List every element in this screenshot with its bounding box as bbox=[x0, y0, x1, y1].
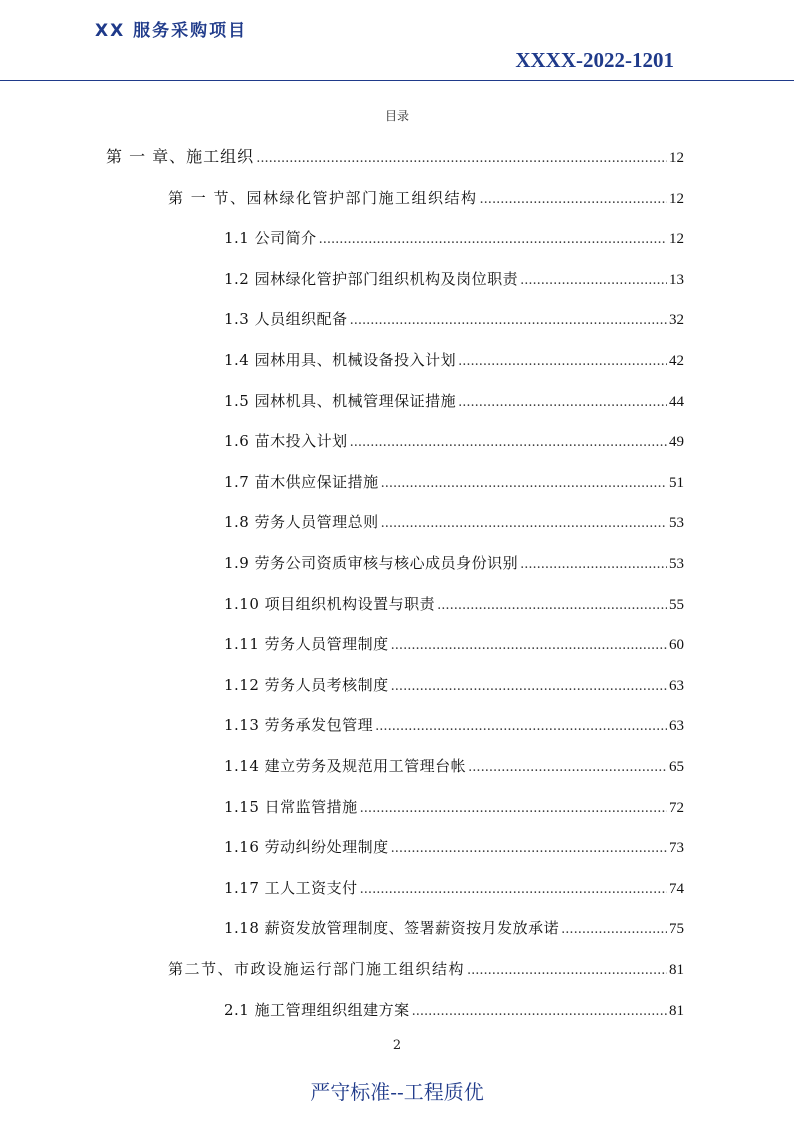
toc-dot-leader bbox=[391, 837, 667, 861]
toc-dot-leader bbox=[256, 147, 667, 171]
toc-entry-label: 第二节、市政设施运行部门施工组织结构 bbox=[168, 960, 466, 978]
toc-entry-page: 12 bbox=[669, 231, 684, 248]
toc-entry-page: 63 bbox=[669, 677, 684, 694]
toc-entry-page: 55 bbox=[669, 596, 684, 613]
toc-entry-label: 1.14 建立劳务及规范用工管理台帐 bbox=[224, 757, 467, 775]
toc-entry[interactable] bbox=[224, 510, 684, 534]
toc-dot-leader bbox=[319, 228, 667, 252]
toc-entry-page: 81 bbox=[669, 962, 684, 978]
toc-dot-leader bbox=[520, 553, 667, 577]
toc-entry-label: 第 一 章、施工组织 bbox=[106, 147, 255, 166]
toc-entry-page: 74 bbox=[669, 880, 684, 897]
toc-dot-leader bbox=[480, 188, 667, 212]
footer-slogan: 严守标准--工程质优 bbox=[310, 1080, 484, 1104]
toc-entry-label: 1.17 工人工资支付 bbox=[224, 878, 358, 897]
toc-entry-label: 1.18 薪资发放管理制度、签署薪资按月发放承诺 bbox=[224, 919, 560, 938]
toc-entry-label: 1.1 公司简介 bbox=[224, 229, 317, 248]
toc-entry[interactable] bbox=[224, 470, 684, 494]
toc-entry-label: 1.6 苗木投入计划 bbox=[224, 432, 348, 451]
toc-entry[interactable] bbox=[224, 348, 684, 372]
toc-entry[interactable] bbox=[224, 673, 684, 697]
toc-dot-leader bbox=[350, 431, 667, 455]
toc-dot-leader bbox=[375, 715, 667, 739]
toc-dot-leader bbox=[381, 512, 667, 536]
toc-entry-page: 51 bbox=[669, 474, 684, 491]
toc-entry-page: 53 bbox=[669, 515, 684, 532]
toc-entry[interactable] bbox=[224, 389, 684, 413]
toc-entry-page: 12 bbox=[669, 190, 684, 207]
toc-entry-page: 12 bbox=[669, 150, 684, 166]
toc-entry[interactable] bbox=[224, 916, 684, 940]
toc-entry-page: 73 bbox=[669, 840, 684, 857]
toc-dot-leader bbox=[391, 634, 667, 658]
toc-entry-label: 1.12 劳务人员考核制度 bbox=[224, 675, 389, 694]
toc-dot-leader bbox=[360, 797, 667, 821]
toc-entry-page: 53 bbox=[669, 556, 684, 572]
toc-entry-label: 第 一 节、园林绿化管护部门施工组织结构 bbox=[168, 188, 478, 207]
toc-entry[interactable] bbox=[224, 267, 684, 291]
toc-entry-label: 1.7 苗木供应保证措施 bbox=[224, 472, 379, 491]
toc-entry-page: 42 bbox=[669, 353, 684, 369]
toc-entry-page: 63 bbox=[669, 718, 684, 735]
page-number: 2 bbox=[392, 1038, 402, 1053]
toc-entry-label: 1.9 劳务公司资质审核与核心成员身份识别 bbox=[224, 554, 519, 572]
toc-dot-leader bbox=[391, 675, 667, 699]
toc-entry[interactable] bbox=[224, 835, 684, 859]
toc-entry-page: 72 bbox=[669, 799, 684, 816]
toc-dot-leader bbox=[458, 391, 667, 415]
toc-dot-leader bbox=[468, 756, 667, 780]
toc-entry[interactable] bbox=[168, 186, 684, 210]
toc-entry[interactable] bbox=[224, 876, 684, 900]
toc-entry[interactable] bbox=[224, 307, 684, 331]
toc-entry-label: 1.16 劳动纠纷处理制度 bbox=[224, 838, 389, 857]
toc-entry-page: 32 bbox=[669, 312, 684, 329]
toc-entry-label: 1.13 劳务承发包管理 bbox=[224, 716, 374, 735]
toc-entry-label: 1.11 劳务人员管理制度 bbox=[224, 635, 389, 654]
toc-entry-label: 1.5 园林机具、机械管理保证措施 bbox=[224, 391, 457, 410]
toc-dot-leader bbox=[458, 350, 667, 374]
toc-entry[interactable] bbox=[224, 795, 684, 819]
toc-entry-page: 44 bbox=[669, 393, 684, 410]
toc-entry-page: 49 bbox=[669, 434, 684, 451]
document-code: XXXX-2022-1201 bbox=[515, 48, 674, 72]
toc-entry-label: 1.2 园林绿化管护部门组织机构及岗位职责 bbox=[224, 269, 519, 288]
toc-entry[interactable] bbox=[224, 632, 684, 656]
header-rule bbox=[0, 80, 794, 81]
toc-entry[interactable] bbox=[224, 551, 684, 575]
toc-entry-page: 81 bbox=[669, 1002, 684, 1019]
project-name: XX 服务采购项目 bbox=[95, 21, 248, 41]
toc-entry[interactable] bbox=[168, 957, 684, 981]
toc-entry-label: 1.10 项目组织机构设置与职责 bbox=[224, 594, 436, 613]
toc-entry-label: 1.8 劳务人员管理总则 bbox=[224, 513, 379, 532]
toc-dot-leader bbox=[437, 594, 667, 618]
toc-entry[interactable] bbox=[224, 592, 684, 616]
toc-dot-leader bbox=[467, 959, 667, 983]
toc-entry-label: 1.3 人员组织配备 bbox=[224, 310, 348, 329]
toc-dot-leader bbox=[350, 309, 667, 333]
toc-entry-page: 13 bbox=[669, 271, 684, 288]
toc-entry[interactable] bbox=[224, 713, 684, 737]
toc-entry-label: 1.4 园林用具、机械设备投入计划 bbox=[224, 351, 457, 369]
toc-entry[interactable] bbox=[224, 754, 684, 778]
toc-dot-leader bbox=[520, 269, 667, 293]
toc-entry-label: 2.1 施工管理组织组建方案 bbox=[224, 1000, 410, 1019]
toc-dot-leader bbox=[360, 878, 667, 902]
toc-dot-leader bbox=[381, 472, 667, 496]
toc-title: 目录 bbox=[384, 109, 409, 123]
toc-entry[interactable] bbox=[224, 998, 684, 1022]
toc-entry-page: 65 bbox=[669, 759, 684, 775]
toc-entry-page: 60 bbox=[669, 637, 684, 654]
toc-entry[interactable] bbox=[224, 226, 684, 250]
toc-dot-leader bbox=[561, 918, 667, 942]
toc-entry[interactable] bbox=[106, 145, 684, 169]
toc-entry-label: 1.15 日常监管措施 bbox=[224, 797, 358, 816]
toc-entry-page: 75 bbox=[669, 921, 684, 938]
toc-entry[interactable] bbox=[224, 429, 684, 453]
toc-dot-leader bbox=[412, 1000, 667, 1024]
